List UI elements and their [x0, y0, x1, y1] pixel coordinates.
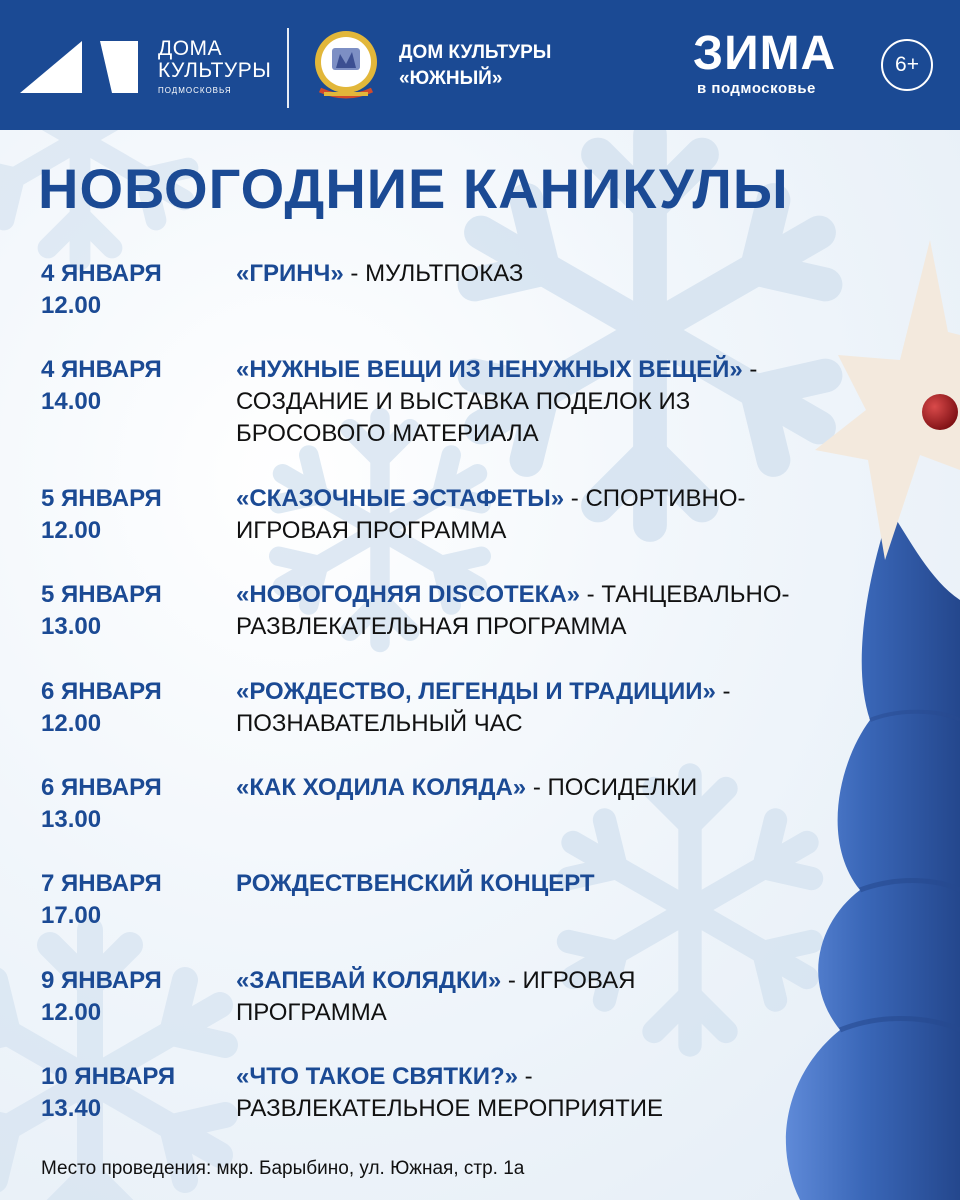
event-time: 17.00: [41, 902, 102, 929]
event-description: [236, 258, 856, 290]
event-date: 5 ЯНВАРЯ: [41, 485, 162, 512]
event-title: «НУЖНЫЕ ВЕЩИ ИЗ НЕНУЖНЫХ ВЕЩЕЙ»: [236, 356, 743, 383]
triangle-logo-icon: [18, 39, 140, 95]
event-type: СОЗДАНИЕ И ВЫСТАВКА ПОДЕЛОК ИЗ: [236, 388, 691, 415]
winter-brand: [693, 27, 837, 97]
event-description-line: [236, 418, 856, 450]
event-description-line: [236, 868, 856, 900]
culture-house-name-line2: «ЮЖНЫЙ»: [399, 67, 503, 89]
event-date: 10 ЯНВАРЯ: [41, 1063, 176, 1090]
event-date: 6 ЯНВАРЯ: [41, 678, 162, 705]
event-description-line: [236, 258, 856, 290]
event-date: 9 ЯНВАРЯ: [41, 967, 162, 994]
event-description-line: [236, 483, 856, 515]
winter-brand-subtitle: в подмосковье: [697, 80, 816, 97]
page-title: НОВОГОДНИЕ КАНИКУЛЫ: [38, 157, 789, 220]
event-description: [236, 483, 856, 547]
event-time: 13.00: [41, 806, 102, 833]
christmas-tree-icon: [780, 240, 960, 1200]
emblem-icon: [310, 28, 382, 102]
event-time: 13.40: [41, 1095, 102, 1122]
event-description-line: [236, 708, 856, 740]
event-description: [236, 354, 856, 450]
event-title: «НОВОГОДНЯЯ DISCOТЕКА»: [236, 581, 580, 608]
event-datetime: [41, 676, 162, 740]
event-title: «ЗАПЕВАЙ КОЛЯДКИ»: [236, 967, 502, 994]
event-time: 12.00: [41, 710, 102, 737]
event-description: [236, 965, 856, 1029]
event-type: - МУЛЬТПОКАЗ: [343, 260, 524, 287]
event-type: -: [517, 1063, 533, 1090]
event-type: - ИГРОВАЯ: [501, 967, 636, 994]
event-time: 14.00: [41, 388, 102, 415]
event-type: -: [715, 678, 731, 705]
event-type: ПОЗНАВАТЕЛЬНЫЙ ЧАС: [236, 710, 523, 737]
event-description: [236, 579, 856, 643]
houses-of-culture-logo-text: [158, 38, 271, 95]
event-datetime: [41, 965, 162, 1029]
event-description: [236, 1061, 856, 1125]
event-time: 12.00: [41, 292, 102, 319]
event-time: 12.00: [41, 517, 102, 544]
event-description-line: [236, 354, 856, 386]
age-rating-badge: 6+: [881, 39, 933, 91]
event-time: 12.00: [41, 999, 102, 1026]
event-type: РАЗВЛЕКАТЕЛЬНОЕ МЕРОПРИЯТИЕ: [236, 1095, 663, 1122]
event-datetime: [41, 868, 162, 932]
event-type: ПРОГРАММА: [236, 999, 387, 1026]
event-datetime: [41, 354, 162, 418]
event-date: 4 ЯНВАРЯ: [41, 260, 162, 287]
event-description-line: [236, 611, 856, 643]
event-description-line: [236, 515, 856, 547]
event-datetime: [41, 579, 162, 643]
header-divider: [287, 28, 289, 108]
event-title: «СКАЗОЧНЫЕ ЭСТАФЕТЫ»: [236, 485, 565, 512]
event-title: «РОЖДЕСТВО, ЛЕГЕНДЫ И ТРАДИЦИИ»: [236, 678, 716, 705]
event-description-line: [236, 1093, 856, 1125]
culture-house-name: [399, 40, 551, 91]
event-date: 7 ЯНВАРЯ: [41, 870, 162, 897]
event-description-line: [236, 997, 856, 1029]
event-date: 6 ЯНВАРЯ: [41, 774, 162, 801]
event-description-line: [236, 579, 856, 611]
logo-line-2: КУЛЬТУРЫ: [158, 59, 272, 82]
event-datetime: [41, 258, 162, 322]
event-title: «ГРИНЧ»: [236, 260, 344, 287]
event-datetime: [41, 483, 162, 547]
event-type: БРОСОВОГО МАТЕРИАЛА: [236, 420, 539, 447]
event-datetime: [41, 772, 162, 836]
logo-line-3: ПОДМОСКОВЬЯ: [158, 86, 232, 95]
logo-line-1: ДОМА: [158, 37, 223, 60]
event-description-line: [236, 1061, 856, 1093]
event-title: «КАК ХОДИЛА КОЛЯДА»: [236, 774, 527, 801]
event-type: - ТАНЦЕВАЛЬНО-: [580, 581, 790, 608]
event-description-line: [236, 965, 856, 997]
event-description: [236, 772, 856, 804]
event-type: ИГРОВАЯ ПРОГРАММА: [236, 517, 507, 544]
event-title: РОЖДЕСТВЕНСКИЙ КОНЦЕРТ: [236, 870, 595, 897]
winter-brand-title: ЗИМА: [693, 27, 837, 80]
event-date: 5 ЯНВАРЯ: [41, 581, 162, 608]
header-bar: [0, 0, 960, 130]
event-description-line: [236, 772, 856, 804]
event-type: -: [742, 356, 758, 383]
event-description-line: [236, 386, 856, 418]
event-type: РАЗВЛЕКАТЕЛЬНАЯ ПРОГРАММА: [236, 613, 627, 640]
event-description: [236, 868, 856, 900]
event-date: 4 ЯНВАРЯ: [41, 356, 162, 383]
event-description-line: [236, 676, 856, 708]
event-type: - СПОРТИВНО-: [564, 485, 746, 512]
event-type: - ПОСИДЕЛКИ: [526, 774, 698, 801]
event-title: «ЧТО ТАКОЕ СВЯТКИ?»: [236, 1063, 518, 1090]
event-datetime: [41, 1061, 175, 1125]
venue-text: Место проведения: мкр. Барыбино, ул. Южная, стр. 1а: [41, 1158, 525, 1179]
event-description: [236, 676, 856, 740]
culture-house-name-line1: ДОМ КУЛЬТУРЫ: [399, 42, 552, 63]
event-time: 13.00: [41, 613, 102, 640]
